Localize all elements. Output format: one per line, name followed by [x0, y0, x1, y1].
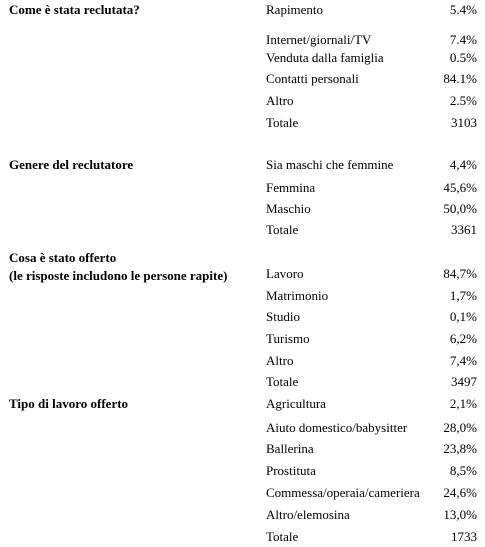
table-row — [0, 485, 485, 500]
table-row — [0, 157, 485, 172]
row-label: Agricultura — [266, 396, 326, 411]
table-row — [0, 507, 485, 522]
table-row — [0, 396, 485, 411]
table-row — [0, 201, 485, 216]
row-value: 3103 — [451, 115, 477, 130]
table-row — [0, 331, 485, 346]
section-title-line: Cosa è stato offerto — [9, 250, 117, 265]
row-label: Commessa/operaia/cameriera — [266, 485, 420, 500]
row-value: 3497 — [451, 374, 477, 389]
row-value: 84,7% — [443, 266, 477, 281]
row-value: 24,6% — [443, 485, 477, 500]
row-label: Matrimonio — [266, 288, 329, 303]
table-row — [0, 180, 485, 195]
row-value: 1,7% — [449, 288, 477, 303]
row-label: Totale — [266, 529, 299, 544]
row-label: Ballerina — [266, 441, 314, 456]
row-value: 50,0% — [443, 201, 477, 216]
row-label: Lavoro — [266, 266, 304, 281]
row-label: Turismo — [266, 331, 310, 346]
row-label: Totale — [266, 374, 299, 389]
table-row — [0, 309, 485, 324]
row-value: 2.5% — [449, 93, 477, 108]
row-value: 7,4% — [449, 353, 477, 368]
section-title-line: (le risposte includono le persone rapite) — [9, 268, 228, 283]
row-label: Studio — [266, 309, 300, 324]
table-row-total — [0, 115, 485, 130]
row-value: 0.5% — [449, 50, 477, 65]
row-value: 28,0% — [443, 420, 477, 435]
section-title-line: Come è stata reclutata? — [9, 2, 140, 17]
row-label: Rapimento — [266, 2, 324, 17]
table-row-total — [0, 222, 485, 237]
row-value: 23,8% — [443, 441, 477, 456]
row-label: Altro — [266, 353, 294, 368]
row-value: 13,0% — [443, 507, 477, 522]
row-label: Aiuto domestico/babysitter — [266, 420, 408, 435]
table-row — [0, 420, 485, 435]
row-label: Contatti personali — [266, 71, 359, 86]
table-row-total — [0, 374, 485, 389]
section-title-line: Tipo di lavoro offerto — [9, 396, 129, 411]
row-label: Totale — [266, 115, 299, 130]
row-value: 6,2% — [449, 331, 477, 346]
row-label: Sia maschi che femmine — [266, 157, 394, 172]
table-row — [0, 32, 485, 47]
table-row — [0, 50, 485, 65]
row-value: 4,4% — [449, 157, 477, 172]
row-label: Prostituta — [266, 463, 316, 478]
section-title-line: Genere del reclutatore — [9, 157, 134, 172]
row-value: 84.1% — [443, 71, 477, 86]
row-label: Totale — [266, 222, 299, 237]
row-value: 7.4% — [449, 32, 477, 47]
row-label: Venduta dalla famiglia — [266, 50, 384, 65]
table-row — [0, 288, 485, 303]
table-row — [0, 93, 485, 108]
table-row — [0, 353, 485, 368]
table-row — [0, 441, 485, 456]
row-value: 5.4% — [449, 2, 477, 17]
row-label: Altro — [266, 93, 294, 108]
row-value: 8,5% — [449, 463, 477, 478]
row-value: 3361 — [451, 222, 477, 237]
row-label: Altro/elemosina — [266, 507, 350, 522]
row-value: 45,6% — [443, 180, 477, 195]
table-row — [0, 2, 485, 17]
row-label: Femmina — [266, 180, 316, 195]
row-value: 1733 — [451, 529, 477, 544]
row-label: Internet/giornali/TV — [266, 32, 372, 47]
row-value: 0,1% — [449, 309, 477, 324]
table-row — [0, 463, 485, 478]
row-value: 2,1% — [449, 396, 477, 411]
row-label: Maschio — [266, 201, 311, 216]
table-row — [0, 71, 485, 86]
table-row-total — [0, 529, 485, 544]
table-row — [0, 266, 485, 281]
